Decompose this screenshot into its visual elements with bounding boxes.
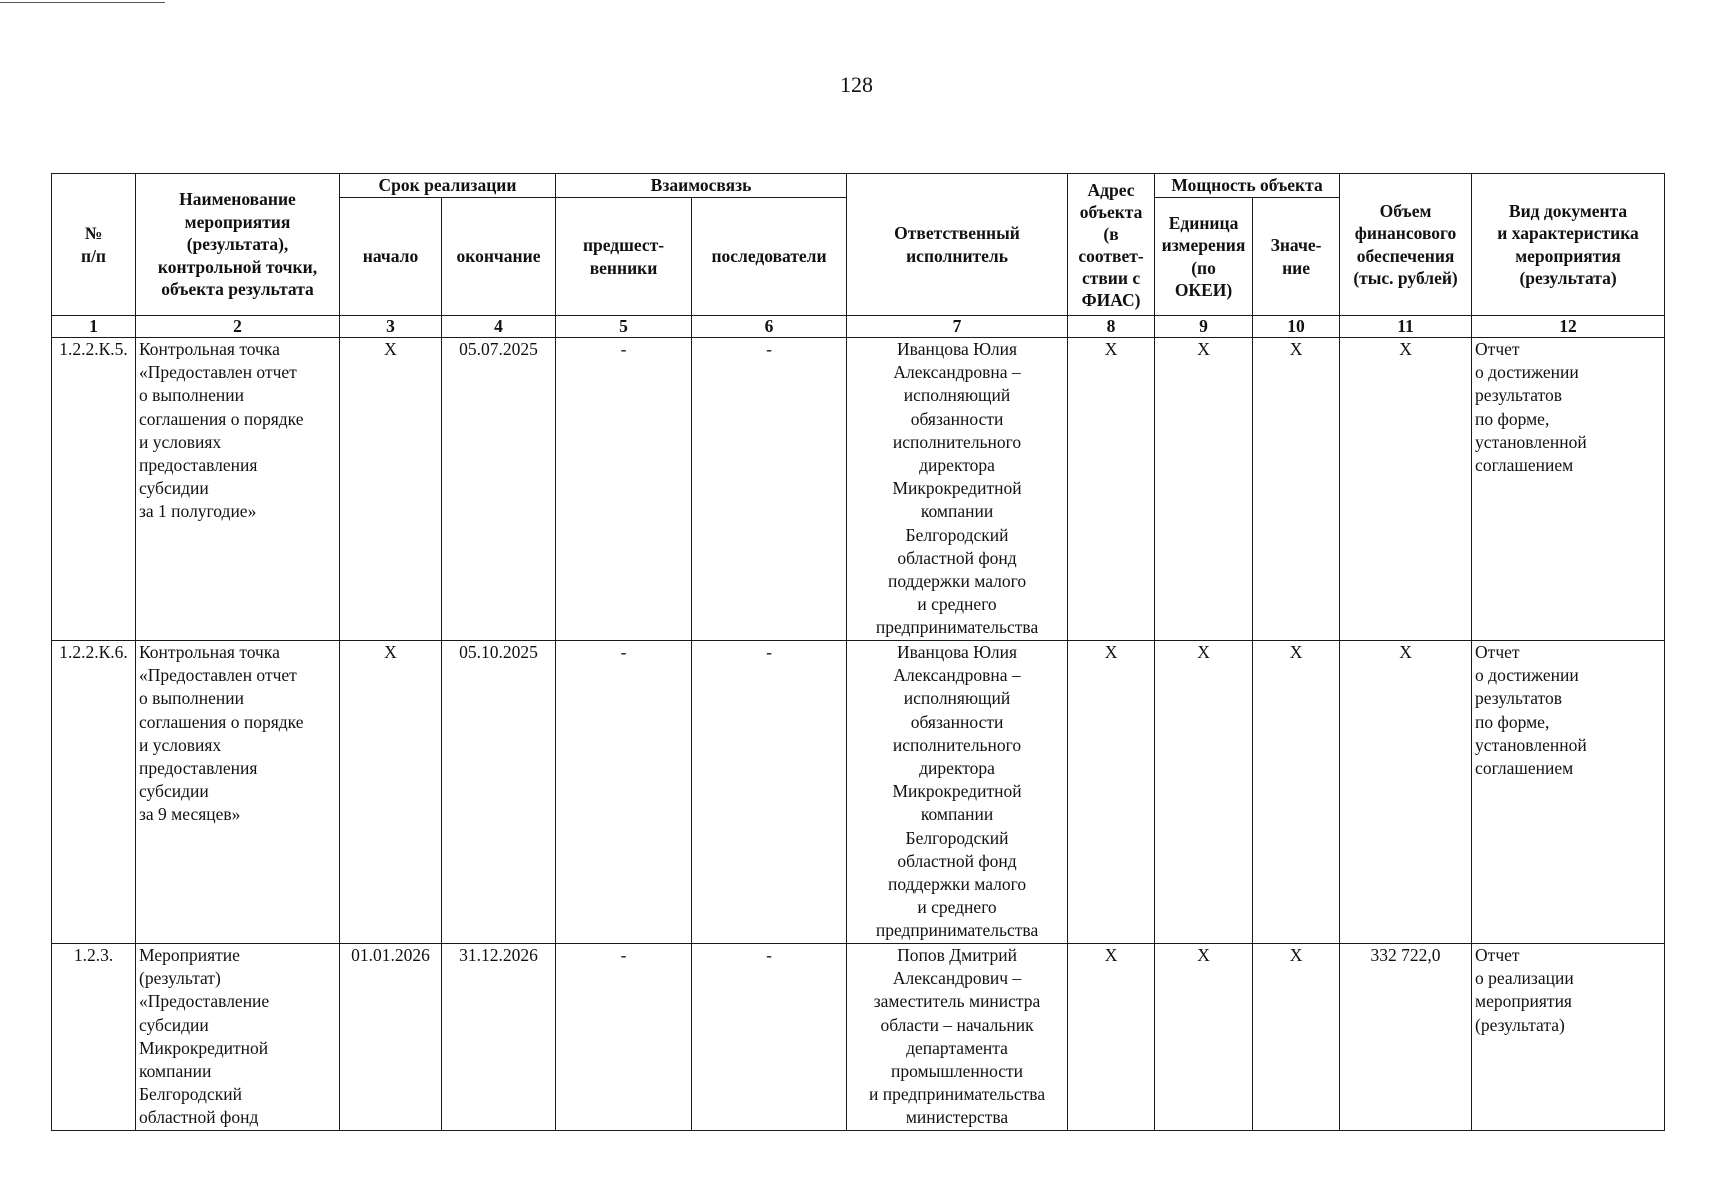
header-predecessors: предшест- венники: [556, 198, 692, 316]
header-relation: Взаимосвязь: [556, 174, 847, 198]
row-start: X: [340, 338, 442, 641]
row-address: X: [1068, 338, 1155, 641]
row-funding: X: [1340, 641, 1472, 944]
table-row: [52, 338, 1665, 641]
row-end: 05.07.2025: [442, 338, 556, 641]
row-unit: X: [1155, 944, 1253, 1131]
header-num: № п/п: [52, 174, 136, 316]
row-doc-type: Отчет о достижении результатов по форме, установленной соглашением: [1472, 338, 1665, 641]
row-responsible: Иванцова Юлия Александровна – исполняющий обязанности исполнительного директора Микрокредитной компании Белгородский областной фонд поддержки малого и среднего предпринимательства: [847, 641, 1068, 944]
column-number: 6: [692, 316, 847, 338]
row-successors: -: [692, 338, 847, 641]
column-number: 2: [136, 316, 340, 338]
header-end: окончание: [442, 198, 556, 316]
row-num: 1.2.2.К.5.: [52, 338, 136, 641]
row-name: Контрольная точка «Предоставлен отчет о выполнении соглашения о порядке и условиях предоставления субсидии за 1 полугодие»: [136, 338, 340, 641]
row-successors: -: [692, 944, 847, 1131]
row-num: 1.2.3.: [52, 944, 136, 1131]
row-predecessors: -: [556, 641, 692, 944]
row-num: 1.2.2.К.6.: [52, 641, 136, 944]
row-funding: 332 722,0: [1340, 944, 1472, 1131]
row-doc-type: Отчет о реализации мероприятия (результата): [1472, 944, 1665, 1131]
header-period: Срок реализации: [340, 174, 556, 198]
row-responsible: Попов Дмитрий Александрович – заместитель министра области – начальник департамента промышленности и предпринимательства министерства: [847, 944, 1068, 1131]
header-capacity: Мощность объекта: [1155, 174, 1340, 198]
header-value: Значе- ние: [1253, 198, 1340, 316]
row-address: X: [1068, 944, 1155, 1131]
column-number: 8: [1068, 316, 1155, 338]
row-predecessors: -: [556, 944, 692, 1131]
header-doc-type: Вид документа и характеристика мероприятия (результата): [1472, 174, 1665, 316]
header-responsible: Ответственный исполнитель: [847, 174, 1068, 316]
column-number: 7: [847, 316, 1068, 338]
table-row: [52, 944, 1665, 1131]
column-number: 9: [1155, 316, 1253, 338]
column-number-row: [52, 316, 1665, 338]
row-value: X: [1253, 944, 1340, 1131]
header-address: Адрес объекта (в соответ- ствии с ФИАС): [1068, 174, 1155, 316]
scan-edge-line: [0, 2, 165, 3]
page-number: 128: [840, 72, 873, 97]
column-number: 10: [1253, 316, 1340, 338]
column-number: 1: [52, 316, 136, 338]
header-name: Наименование мероприятия (результата), контрольной точки, объекта результата: [136, 174, 340, 316]
row-responsible: Иванцова Юлия Александровна – исполняющий обязанности исполнительного директора Микрокредитной компании Белгородский областной фонд поддержки малого и среднего предпринимательства: [847, 338, 1068, 641]
column-number: 12: [1472, 316, 1665, 338]
column-number: 3: [340, 316, 442, 338]
column-number: 5: [556, 316, 692, 338]
header-unit: Единица измерения (по ОКЕИ): [1155, 198, 1253, 316]
row-value: X: [1253, 641, 1340, 944]
column-number: 4: [442, 316, 556, 338]
header-start: начало: [340, 198, 442, 316]
row-start: 01.01.2026: [340, 944, 442, 1131]
row-start: X: [340, 641, 442, 944]
header-successors: последователи: [692, 198, 847, 316]
row-successors: -: [692, 641, 847, 944]
header-funding: Объем финансового обеспечения (тыс. рублей): [1340, 174, 1472, 316]
table-row: [52, 641, 1665, 944]
row-address: X: [1068, 641, 1155, 944]
row-doc-type: Отчет о достижении результатов по форме, установленной соглашением: [1472, 641, 1665, 944]
row-unit: X: [1155, 641, 1253, 944]
row-end: 05.10.2025: [442, 641, 556, 944]
row-name: Контрольная точка «Предоставлен отчет о выполнении соглашения о порядке и условиях предоставления субсидии за 9 месяцев»: [136, 641, 340, 944]
row-value: X: [1253, 338, 1340, 641]
row-funding: X: [1340, 338, 1472, 641]
row-end: 31.12.2026: [442, 944, 556, 1131]
row-unit: X: [1155, 338, 1253, 641]
column-number: 11: [1340, 316, 1472, 338]
implementation-plan-table: [51, 173, 1665, 1131]
row-name: Мероприятие (результат) «Предоставление субсидии Микрокредитной компании Белгородский областной фонд: [136, 944, 340, 1131]
row-predecessors: -: [556, 338, 692, 641]
